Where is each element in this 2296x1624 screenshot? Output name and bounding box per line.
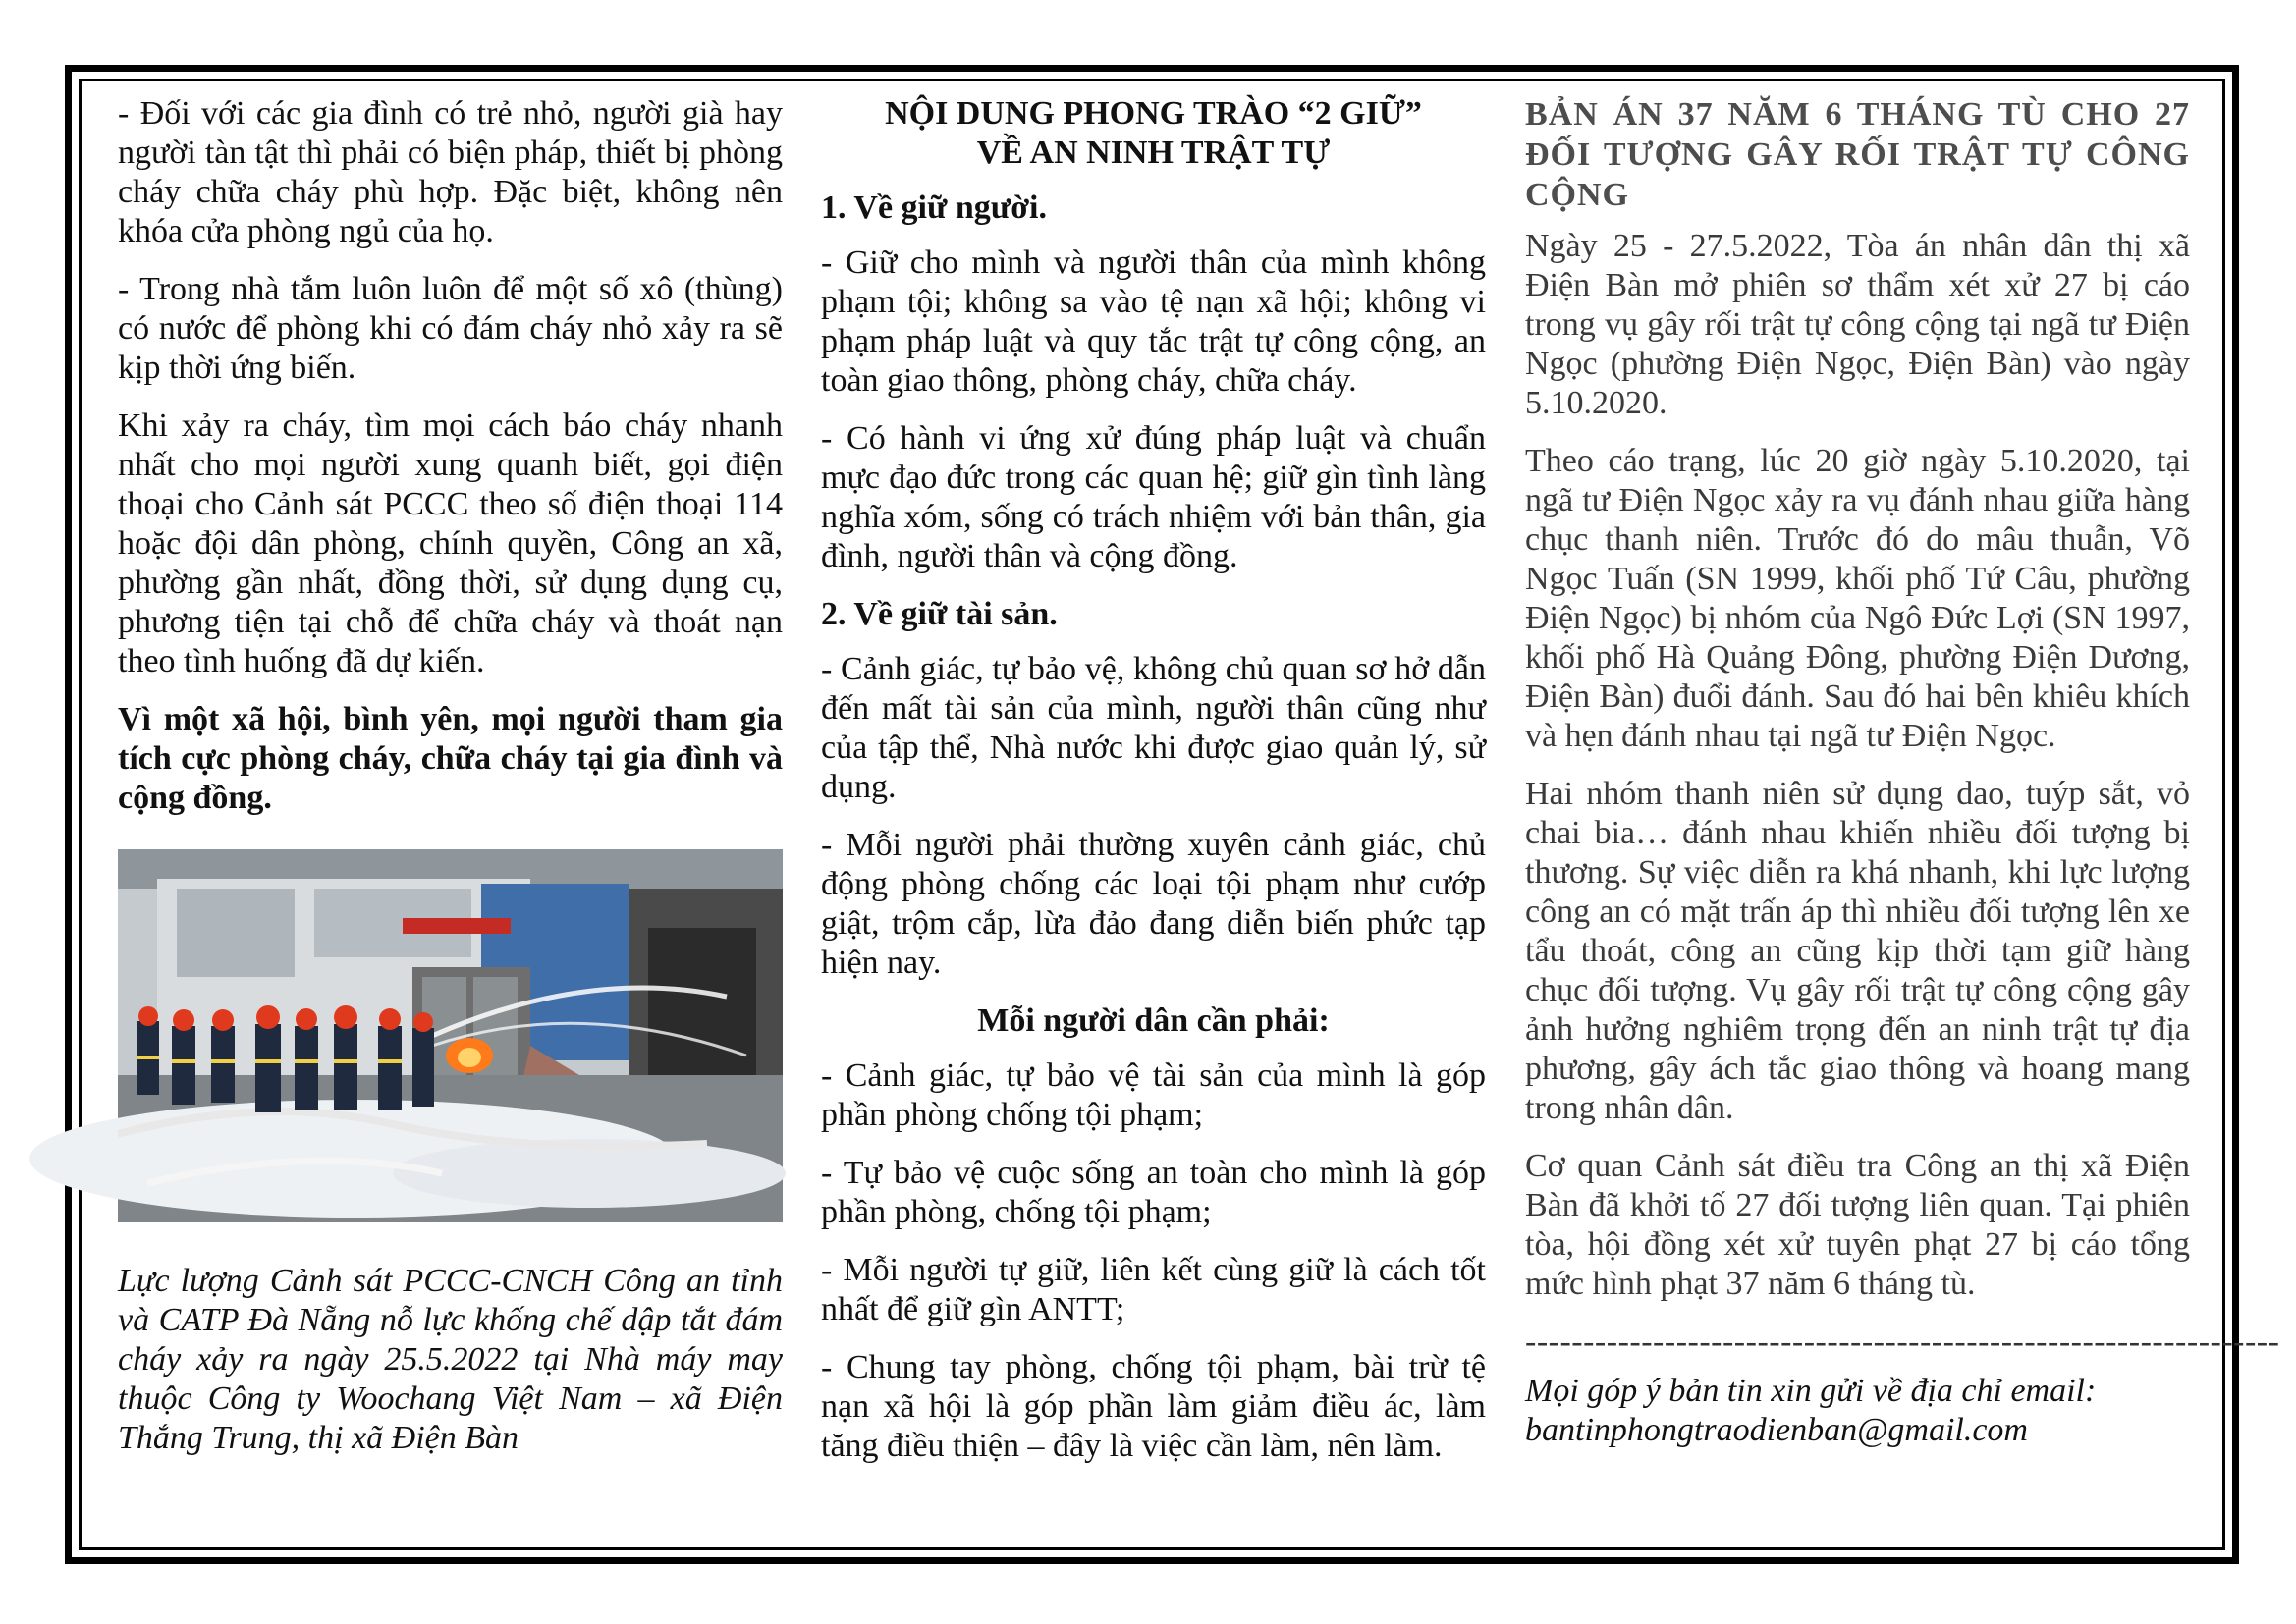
movement-title-line-1: NỘI DUNG PHONG TRÀO “2 GIỮ” [885, 95, 1422, 132]
firefighting-photo [118, 849, 783, 1222]
verdict-paragraph-4: Cơ quan Cảnh sát điều tra Công an thị xã Điện Bàn đã khởi tố 27 đối tượng liên quan. Tại phiên tòa, hội đồng xét xử tuyên phạt 27 bị cáo tổng mức hình phạt 37 năm 6 tháng tù. [1525, 1148, 2190, 1302]
verdict-paragraph-2: Theo cáo trạng, lúc 20 giờ ngày 5.10.2020, tại ngã tư Điện Ngọc xảy ra vụ đánh nhau giữa hàng chục thanh niên. Trước đó do mâu thuẫn, Võ Ngọc Tuấn (SN 1999, khối phố Tứ Câu, phường Điện Ngọc) bị nhóm của Ngô Đức Lợi (SN 1997, khối phố Hà Quảng Đông, phường Điện Dương, Điện Bàn) đuổi đánh. Sau đó hai bên khiêu khích và hẹn đánh nhau tại ngã tư Điện Ngọc. [1525, 443, 2190, 754]
photo-caption: Lực lượng Cảnh sát PCCC-CNCH Công an tỉnh và CATP Đà Nẵng nỗ lực khống chế dập tắt đám cháy xảy ra ngày 25.5.2022 tại Nhà máy may thuộc Công ty Woochang Việt Nam – xã Điện Thắng Trung, thị xã Điện Bàn [118, 1263, 783, 1456]
verdict-article-title: BẢN ÁN 37 NĂM 6 THÁNG TÙ CHO 27 ĐỐI TƯỢNG GÂY RỐI TRẬT TỰ CÔNG CỘNG [1525, 96, 2190, 213]
citizen-duty-4: - Chung tay phòng, chống tội phạm, bài trừ tệ nạn xã hội là góp phần làm giảm điều ác, làm tăng điều thiện – đây là việc cần làm, nên làm. [821, 1349, 1486, 1464]
section-heading-people: 1. Về giữ người. [821, 189, 1047, 226]
citizen-duties-heading: Mỗi người dân cần phải: [977, 1002, 1330, 1039]
verdict-paragraph-1: Ngày 25 - 27.5.2022, Tòa án nhân dân thị xã Điện Bàn mở phiên sơ thẩm xét xử 27 bị cáo trong vụ gây rối trật tự công cộng tại ngã tư Điện Ngọc (phường Điện Ngọc, Điện Bàn) vào ngày 5.10.2020. [1525, 228, 2190, 421]
column-left [118, 94, 783, 1477]
citizen-duty-2: - Tự bảo vệ cuộc sống an toàn cho mình là góp phần phòng, chống tội phạm; [821, 1155, 1486, 1230]
section-property-paragraph-1: - Cảnh giác, tự bảo vệ, không chủ quan sơ hở dẫn đến mất tài sản của mình, người thân cũng như của tập thể, Nhà nước khi được giao quản lý, sử dụng. [821, 651, 1486, 805]
fire-safety-paragraph-2: - Trong nhà tắm luôn luôn để một số xô (thùng) có nước để phòng khi có đám cháy nhỏ xảy ra sẽ kịp thời ứng biến. [118, 271, 783, 386]
fire-safety-slogan: Vì một xã hội, bình yên, mọi người tham gia tích cực phòng cháy, chữa cháy tại gia đình và cộng đồng. [118, 701, 783, 816]
section-people-paragraph-1: - Giữ cho mình và người thân của mình không phạm tội; không sa vào tệ nạn xã hội; không vi phạm pháp luật và quy tắc trật tự công cộng, an toàn giao thông, phòng cháy, chữa cháy. [821, 244, 1486, 399]
section-heading-property: 2. Về giữ tài sản. [821, 596, 1058, 632]
contact-email-link[interactable]: bantinphongtraodienban@gmail.com [1525, 1412, 2028, 1448]
citizen-duty-1: - Cảnh giác, tự bảo vệ tài sản của mình là góp phần phòng chống tội phạm; [821, 1057, 1486, 1133]
section-divider: ----------------------------------------------------------------- [1525, 1324, 2280, 1360]
movement-title-line-2: VỀ AN NINH TRẬT TỰ [976, 135, 1331, 171]
verdict-paragraph-3: Hai nhóm thanh niên sử dụng dao, tuýp sắt, vỏ chai bia… đánh nhau khiến nhiều đối tượng bị thương. Sự việc diễn ra khá nhanh, khi lực lượng công an có mặt trấn áp thì nhiều đối tượng lên xe tẩu thoát, công an cũng kịp thời tạm giữ hàng chục đối tượng. Vụ gây rối trật tự công cộng gây ảnh hưởng nghiêm trọng đến an ninh trật tự địa phương, gây ách tắc giao thông và hoang mang trong nhân dân. [1525, 776, 2190, 1126]
movement-title [821, 94, 1486, 173]
section-property-paragraph-2: - Mỗi người phải thường xuyên cảnh giác, chủ động phòng chống các loại tội phạm như cướp giật, trộm cắp, lừa đảo đang diễn biến phức tạp hiện nay. [821, 827, 1486, 981]
contact-text: Mọi góp ý bản tin xin gửi về địa chỉ email: [1525, 1373, 2097, 1409]
column-right [1525, 94, 2280, 1450]
fire-safety-paragraph-1: - Đối với các gia đình có trẻ nhỏ, người già hay người tàn tật thì phải có biện pháp, thiết bị phòng cháy chữa cháy phù hợp. Đặc biệt, không nên khóa cửa phòng ngủ của họ. [118, 95, 783, 249]
citizen-duty-3: - Mỗi người tự giữ, liên kết cùng giữ là cách tốt nhất để giữ gìn ANTT; [821, 1252, 1486, 1327]
section-people-paragraph-2: - Có hành vi ứng xử đúng pháp luật và chuẩn mực đạo đức trong các quan hệ; giữ gìn tình làng nghĩa xóm, sống có trách nhiệm với bản thân, gia đình, người thân và cộng đồng. [821, 420, 1486, 574]
fire-safety-paragraph-3: Khi xảy ra cháy, tìm mọi cách báo cháy nhanh nhất cho mọi người xung quanh biết, gọi điện thoại cho Cảnh sát PCCC theo số điện thoại 114 hoặc đội dân phòng, chính quyền, Công an xã, phường gần nhất, đồng thời, sử dụng dụng cụ, phương tiện tại chỗ để chữa cháy và thoát nạn theo tình huống đã dự kiến. [118, 407, 783, 679]
column-middle [821, 94, 1486, 1485]
firefighting-photo-illustration [118, 849, 783, 1222]
